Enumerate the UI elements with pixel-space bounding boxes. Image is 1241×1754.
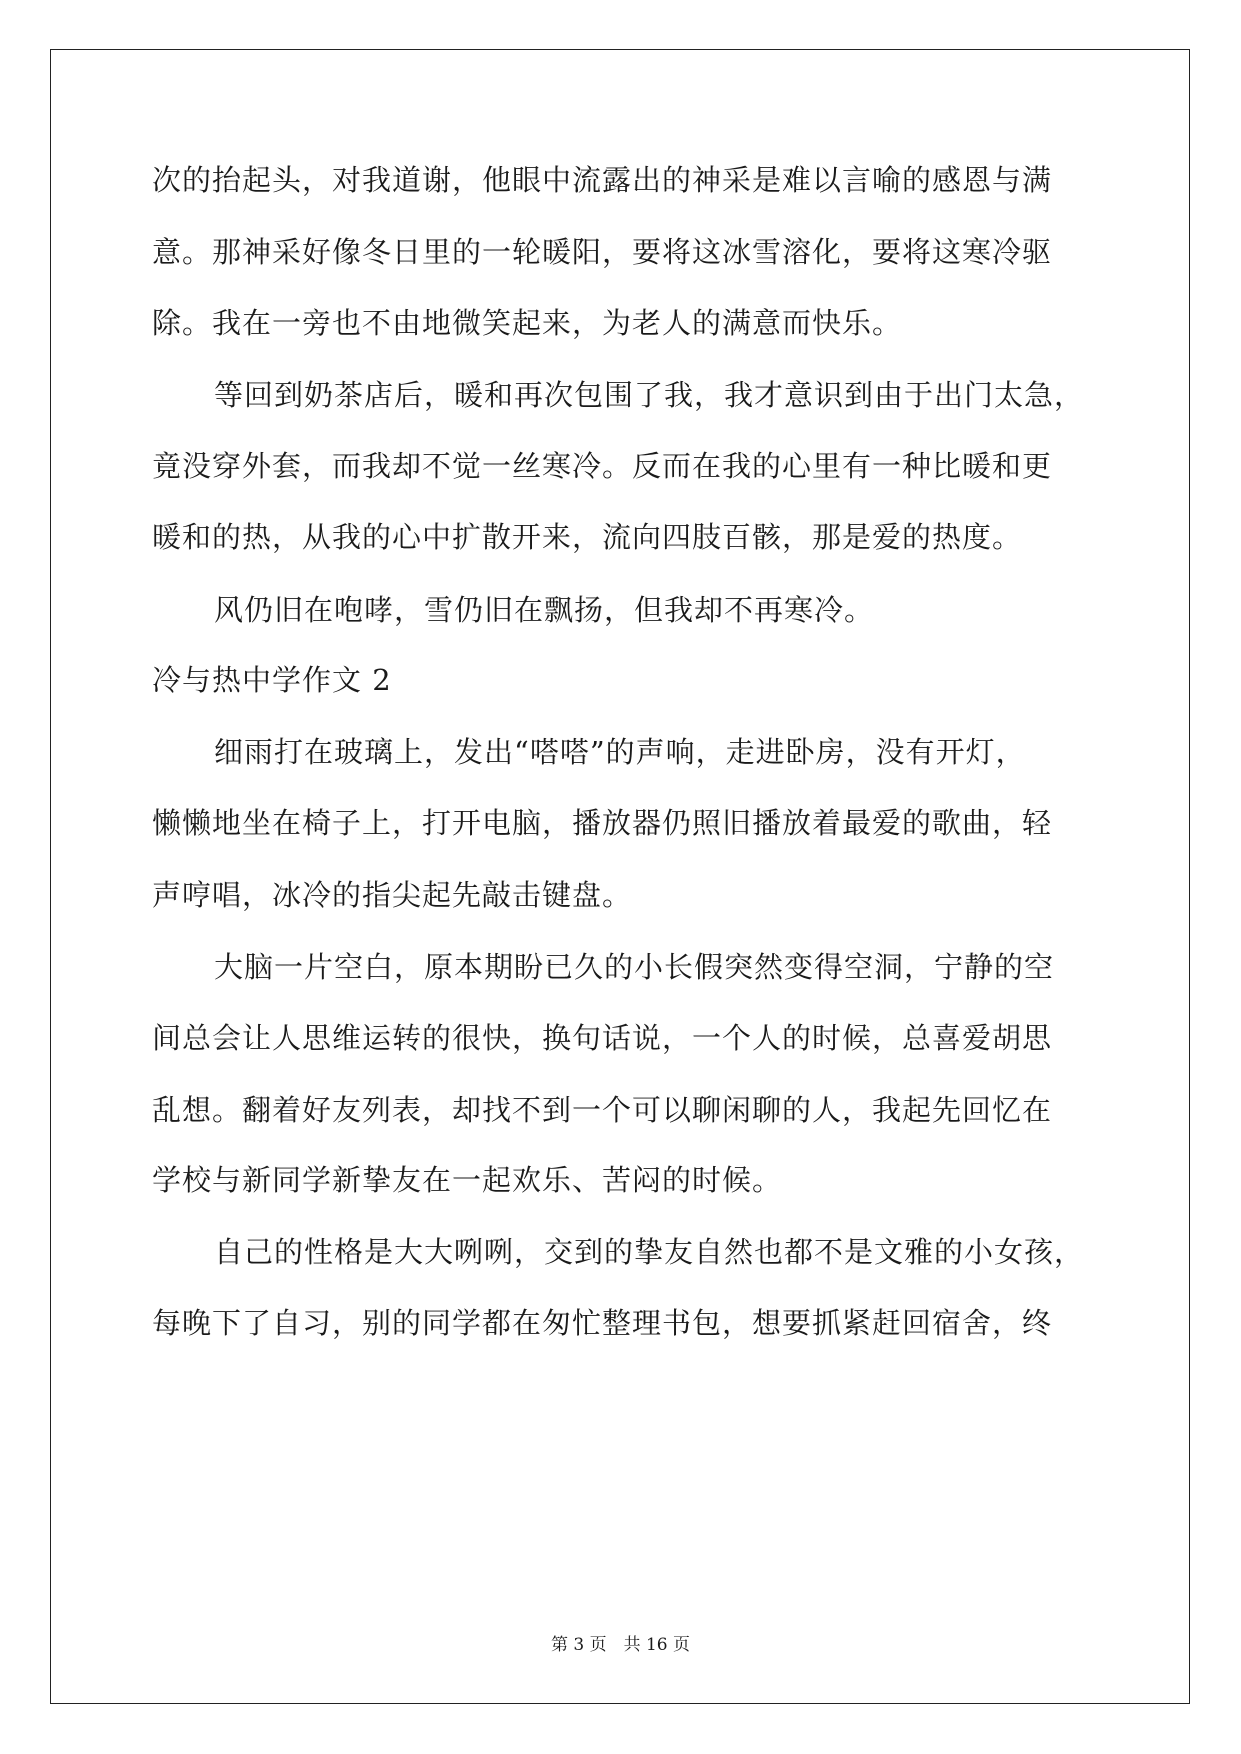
text-line: 乱想。翻着好友列表，却找不到一个可以聊闲聊的人，我起先回忆在 [152, 1093, 1053, 1127]
text-line: 懒懒地坐在椅子上，打开电脑，播放器仍照旧播放着最爱的歌曲，轻 [152, 806, 1053, 840]
text-line: 自己的性格是大大咧咧，交到的挚友自然也都不是文雅的小女孩， [214, 1235, 1085, 1269]
text-line: 大脑一片空白，原本期盼已久的小长假突然变得空洞，宁静的空 [214, 950, 1055, 984]
page-footer: 第 3 页 共 16 页 [550, 1635, 691, 1655]
text-line: 间总会让人思维运转的很快，换句话说，一个人的时候，总喜爱胡思 [152, 1021, 1053, 1055]
text-line: 竟没穿外套，而我却不觉一丝寒冷。反而在我的心里有一种比暖和更 [152, 449, 1053, 483]
text-line: 风仍旧在咆哮，雪仍旧在飘扬，但我却不再寒冷。 [214, 593, 875, 627]
section-heading: 冷与热中学作文 2 [152, 663, 392, 697]
text-line: 意。那神采好像冬日里的一轮暖阳，要将这冰雪溶化，要将这寒冷驱 [152, 235, 1053, 269]
text-line: 每晚下了自习，别的同学都在匆忙整理书包，想要抓紧赶回宿舍，终 [152, 1306, 1053, 1340]
text-line: 声哼唱，冰冷的指尖起先敲击键盘。 [152, 878, 633, 912]
text-line: 除。我在一旁也不由地微笑起来，为老人的满意而快乐。 [152, 306, 903, 340]
text-line: 等回到奶茶店后，暖和再次包围了我，我才意识到由于出门太急， [214, 378, 1085, 412]
text-line: 学校与新同学新挚友在一起欢乐、苦闷的时候。 [152, 1163, 783, 1197]
text-line: 暖和的热，从我的心中扩散开来，流向四肢百骸，那是爱的热度。 [152, 520, 1023, 554]
text-line: 细雨打在玻璃上，发出“嗒嗒”的声响，走进卧房，没有开灯， [214, 735, 1026, 769]
text-line: 次的抬起头，对我道谢，他眼中流露出的神采是难以言喻的感恩与满 [152, 163, 1053, 197]
